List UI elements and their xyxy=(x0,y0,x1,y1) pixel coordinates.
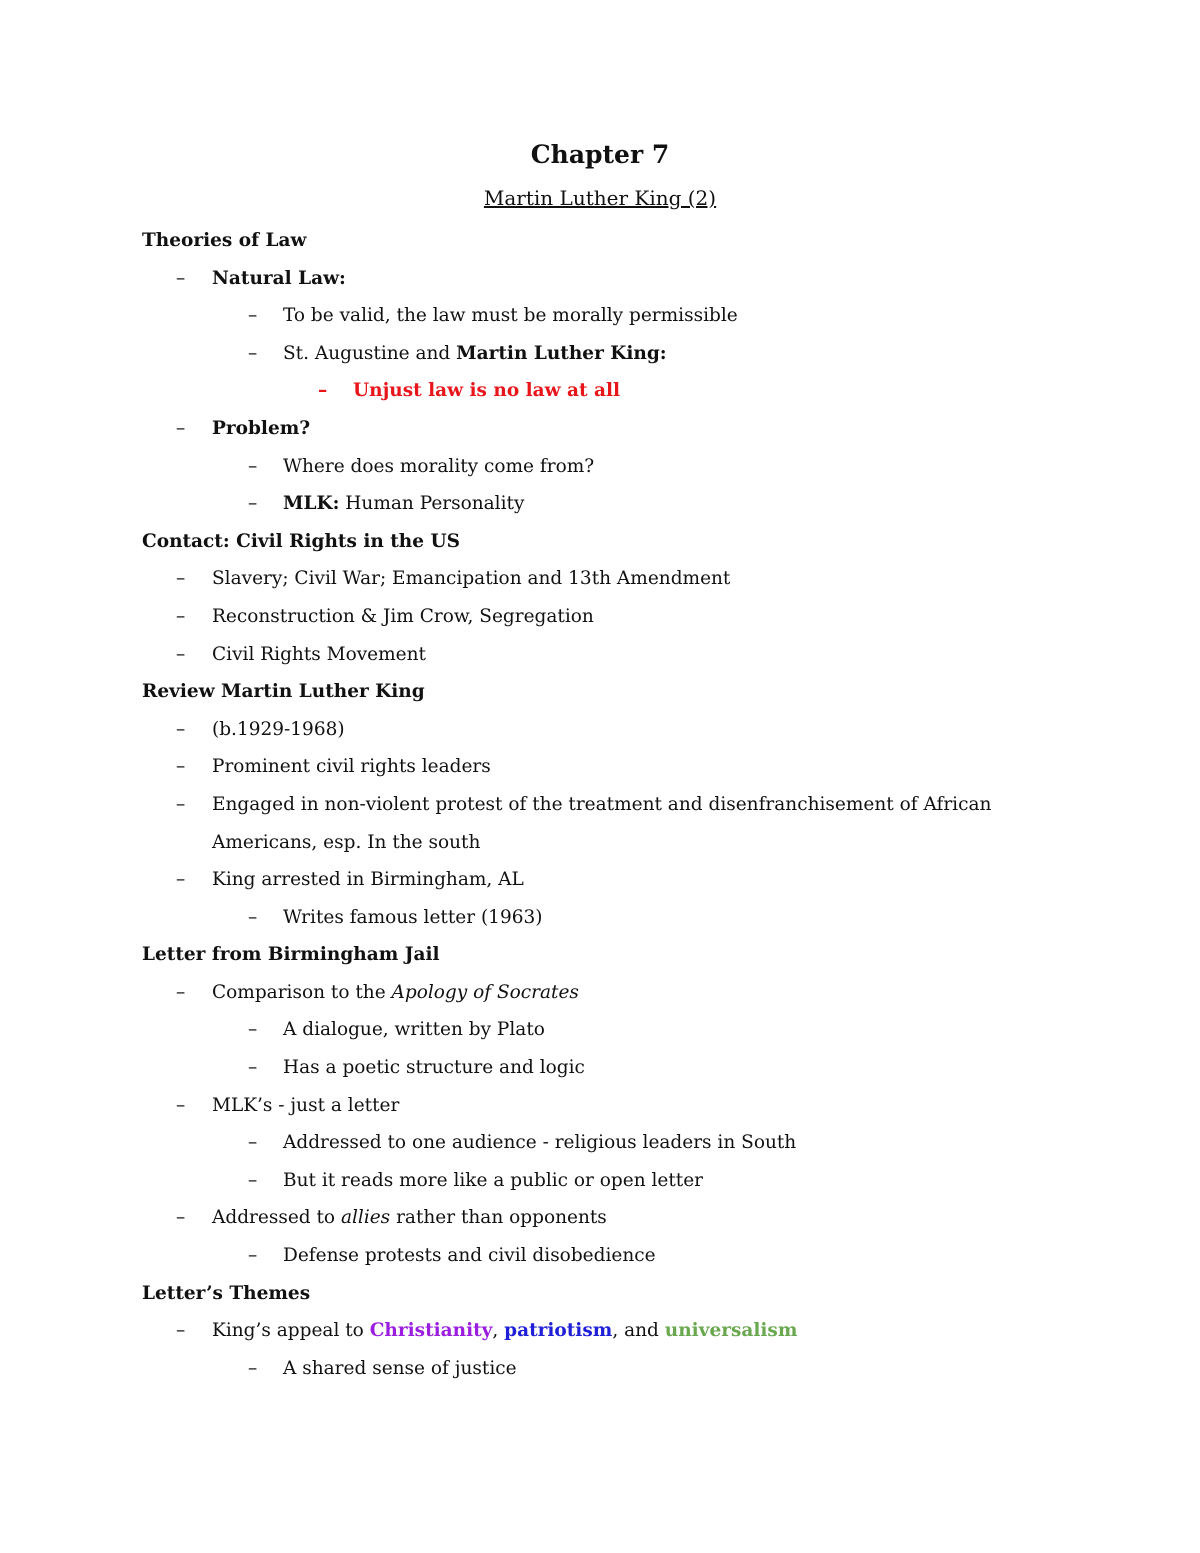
bullet-dash: – xyxy=(176,605,186,627)
section-heading-review: Review Martin Luther King xyxy=(142,681,425,703)
list-item: – A shared sense of justice xyxy=(0,1356,1200,1394)
list-item: – Civil Rights Movement xyxy=(0,642,1200,680)
theme-universalism: universalism xyxy=(664,1320,798,1342)
bullet-dash: – xyxy=(248,1057,258,1079)
list-item: – Addressed to allies rather than opponents xyxy=(0,1205,1200,1243)
bullet-dash: – xyxy=(176,793,186,815)
list-item: – King arrested in Birmingham, AL xyxy=(0,867,1200,905)
bullet-dash: – xyxy=(176,1320,186,1342)
list-item: – MLK: Human Personality xyxy=(0,491,1200,529)
bullet-dash: – xyxy=(248,342,258,364)
section-heading-themes: Letter’s Themes xyxy=(142,1282,311,1304)
list-item: – (b.1929-1968) xyxy=(0,717,1200,755)
bullet-dash: – xyxy=(248,1132,258,1154)
bullet-dash: – xyxy=(248,305,258,327)
list-item: – Engaged in non-violent protest of the treatment and disenfranchisement of African xyxy=(0,792,1200,830)
bullet-dash: – xyxy=(248,1357,258,1379)
list-item: – MLK’s - just a letter xyxy=(0,1093,1200,1131)
notes-body xyxy=(0,228,1200,1393)
bullet-dash: – xyxy=(176,643,186,665)
bullet-dash: – xyxy=(176,267,186,289)
list-item: – Addressed to one audience - religious leaders in South xyxy=(0,1130,1200,1168)
list-item-highlight: – Unjust law is no law at all xyxy=(0,378,1200,416)
bullet-dash: – xyxy=(176,756,186,778)
list-item: – Writes famous letter (1963) xyxy=(0,905,1200,943)
bullet-dash: – xyxy=(176,568,186,590)
list-item: – Natural Law: xyxy=(0,266,1200,304)
bullet-dash: – xyxy=(248,1245,258,1267)
list-item: – St. Augustine and Martin Luther King: xyxy=(0,341,1200,379)
page-title: Chapter 7 xyxy=(530,140,670,169)
list-item: – Reconstruction & Jim Crow, Segregation xyxy=(0,604,1200,642)
bullet-dash: – xyxy=(176,718,186,740)
bullet-dash: – xyxy=(176,417,186,439)
bullet-dash: – xyxy=(318,380,328,402)
theme-christianity: Christianity xyxy=(369,1320,493,1342)
page-subtitle: Martin Luther King (2) xyxy=(483,186,717,210)
list-item: – A dialogue, written by Plato xyxy=(0,1017,1200,1055)
bullet-dash: – xyxy=(248,1019,258,1041)
list-item: – Comparison to the Apology of Socrates xyxy=(0,980,1200,1018)
list-item-continuation: Americans, esp. In the south xyxy=(212,831,481,853)
list-item: – To be valid, the law must be morally permissible xyxy=(0,303,1200,341)
bullet-dash: – xyxy=(176,1207,186,1229)
section-heading-contact: Contact: Civil Rights in the US xyxy=(142,530,460,552)
section-heading-letter: Letter from Birmingham Jail xyxy=(142,944,440,966)
list-item: – Has a poetic structure and logic xyxy=(0,1055,1200,1093)
bullet-dash: – xyxy=(176,1094,186,1116)
list-item: – Prominent civil rights leaders xyxy=(0,754,1200,792)
section-heading-theories: Theories of Law xyxy=(142,230,307,251)
bullet-dash: – xyxy=(248,455,258,477)
list-item: – But it reads more like a public or open letter xyxy=(0,1168,1200,1206)
list-item: – Defense protests and civil disobedience xyxy=(0,1243,1200,1281)
bullet-dash: – xyxy=(248,1169,258,1191)
bullet-dash: – xyxy=(176,869,186,891)
bullet-dash: – xyxy=(248,493,258,515)
bullet-dash: – xyxy=(248,906,258,928)
bullet-dash: – xyxy=(176,981,186,1003)
theme-patriotism: patriotism xyxy=(504,1320,613,1342)
list-item: – Slavery; Civil War; Emancipation and 13th Amendment xyxy=(0,566,1200,604)
list-item: – Where does morality come from? xyxy=(0,454,1200,492)
list-item: – King’s appeal to Christianity, patriotism, and universalism xyxy=(0,1318,1200,1356)
list-item: – Problem? xyxy=(0,416,1200,454)
